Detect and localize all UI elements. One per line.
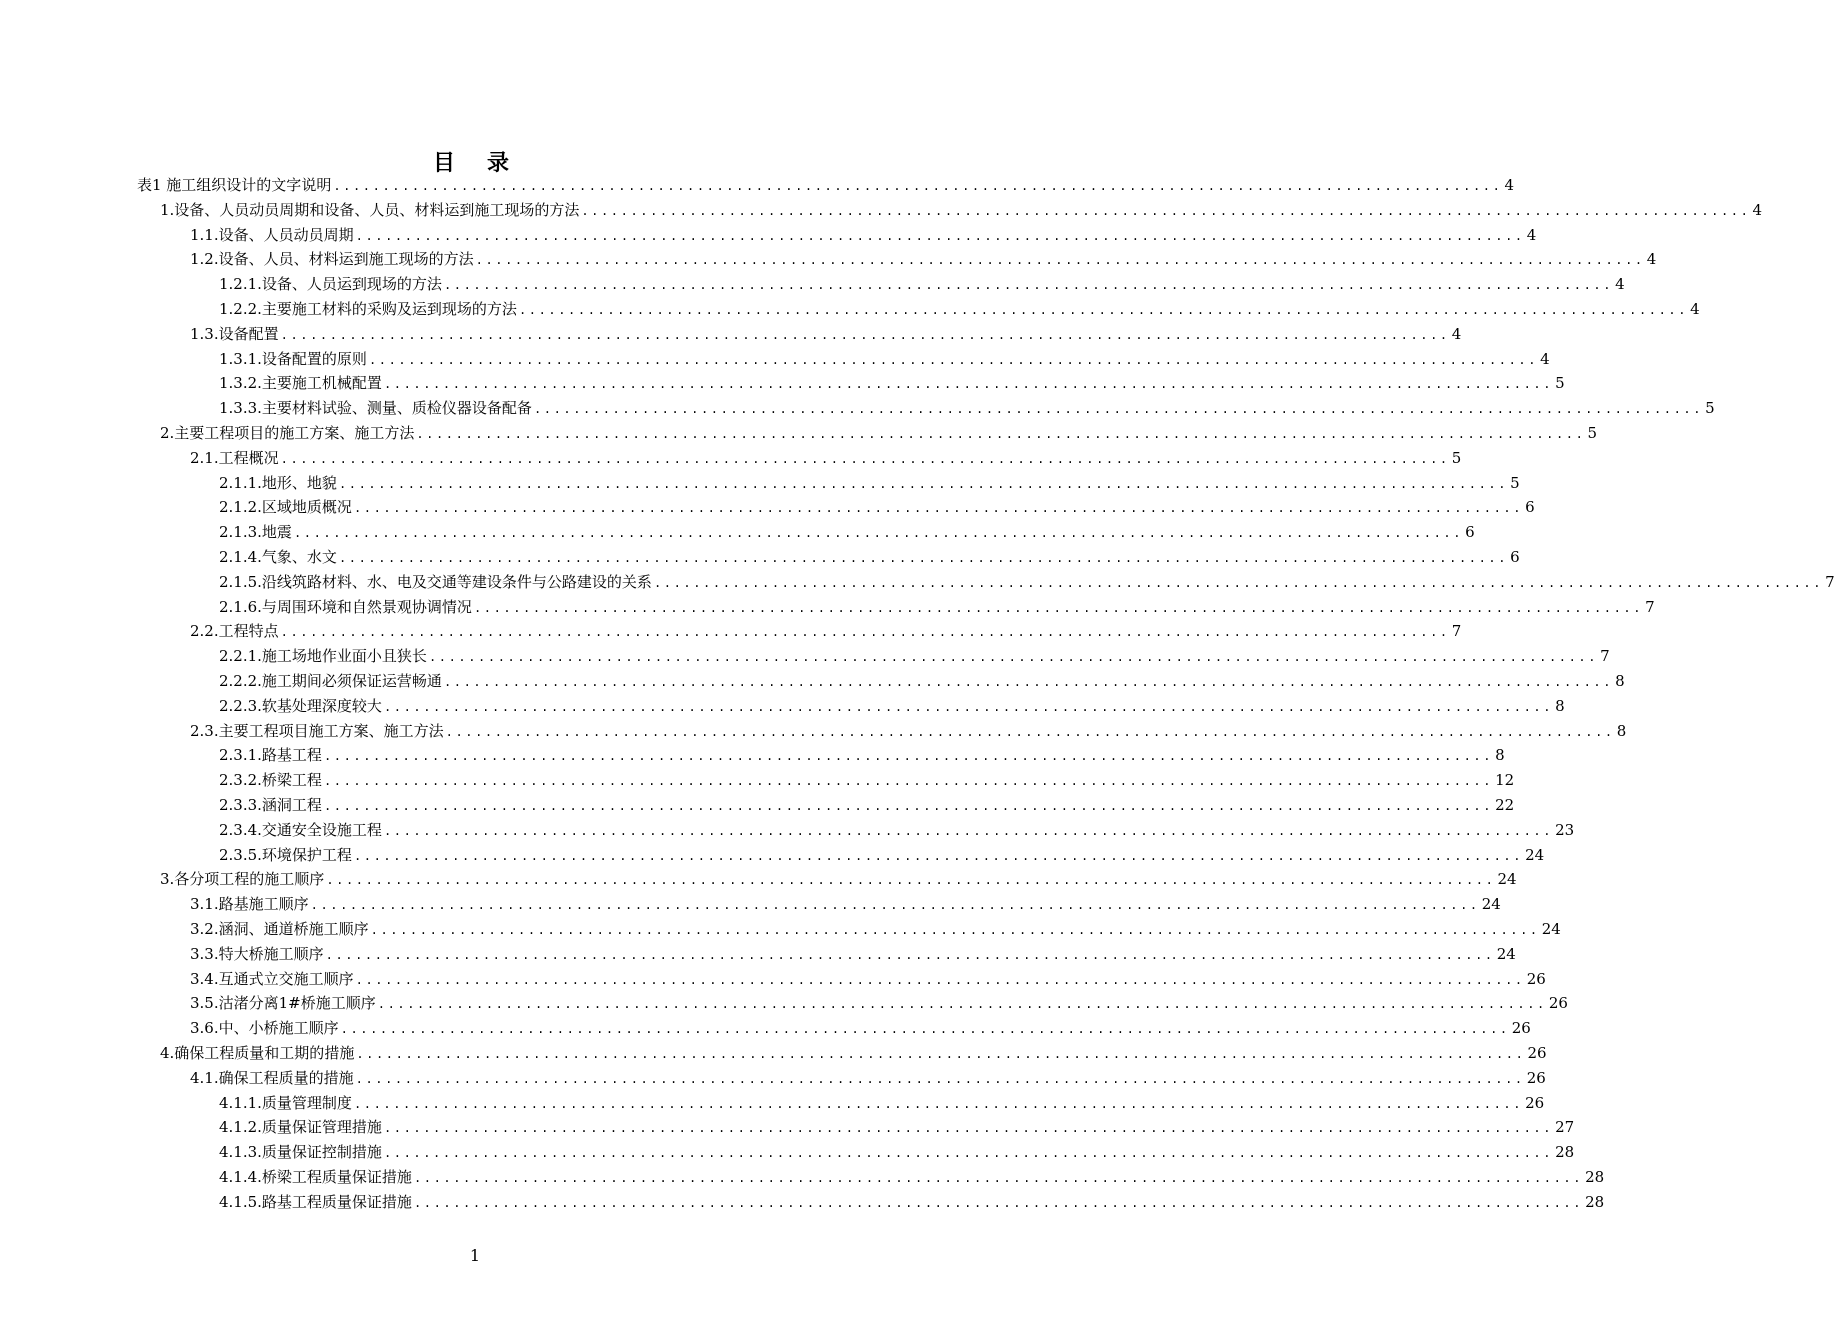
toc-entry-label: 2.3.1.路基工程 — [219, 746, 322, 765]
toc-entry-page: 5 — [1705, 399, 1715, 418]
toc-entry[interactable] — [190, 1065, 1546, 1089]
toc-entry-page: 26 — [1548, 994, 1568, 1013]
toc-entry-label: 1.3.设备配置 — [190, 324, 279, 343]
toc-entry[interactable] — [190, 966, 1546, 990]
toc-entry-label: 4.1.5.路基工程质量保证措施 — [219, 1192, 412, 1211]
toc-dot-leader: ....................................................................................................................... — [340, 1022, 1510, 1037]
toc-entry-page: 4 — [1540, 349, 1550, 368]
toc-dot-leader: ....................................................................................................................... — [383, 1121, 1554, 1136]
toc-entry[interactable] — [190, 222, 1537, 246]
toc-entry-label: 1.3.2.主要施工机械配置 — [219, 374, 382, 393]
toc-entry-page: 24 — [1497, 870, 1517, 889]
toc-dot-leader: ....................................................................................................................... — [653, 575, 1824, 590]
toc-entry[interactable] — [160, 197, 1763, 221]
toc-dot-leader: ....................................................................................................................... — [533, 402, 1704, 417]
toc-entry[interactable] — [219, 470, 1520, 494]
toc-entry-page: 7 — [1645, 597, 1655, 616]
toc-entry[interactable] — [219, 767, 1515, 791]
toc-entry[interactable] — [219, 346, 1550, 370]
toc-entry-page: 27 — [1555, 1118, 1575, 1137]
toc-entry-label: 3.6.中、小桥施工顺序 — [190, 1019, 339, 1038]
toc-dot-leader: ....................................................................................................................... — [325, 947, 1495, 962]
toc-entry-page: 24 — [1496, 944, 1516, 963]
toc-entry[interactable] — [190, 941, 1516, 965]
toc-dot-leader: ....................................................................................................................... — [383, 699, 1554, 714]
toc-dot-leader: ....................................................................................................................... — [310, 898, 1480, 913]
toc-entry-page: 26 — [1525, 1093, 1545, 1112]
toc-entry-label: 3.5.沽渚分离1#桥施工顺序 — [190, 994, 376, 1013]
toc-entry-label: 表1 施工组织设计的文字说明 — [137, 176, 332, 194]
toc-entry-label: 2.3.3.涵洞工程 — [219, 796, 322, 814]
toc-entry[interactable] — [160, 1040, 1547, 1064]
toc-entry-page: 26 — [1527, 1044, 1547, 1062]
toc-entry[interactable] — [219, 1114, 1575, 1138]
toc-dot-leader: ....................................................................................................................... — [581, 203, 1751, 218]
toc-entry-label: 2.1.5.沿线筑路材料、水、电及交通等建设条件与公路建设的关系 — [219, 572, 652, 591]
toc-entry-page: 4 — [1615, 275, 1625, 294]
page-title: 目录 — [432, 151, 541, 176]
toc-dot-leader: ....................................................................................................................... — [353, 848, 1524, 863]
toc-entry-page: 8 — [1616, 721, 1627, 740]
toc-entry[interactable] — [219, 296, 1700, 320]
toc-entry-label: 4.确保工程质量和工期的措施 — [160, 1044, 355, 1062]
toc-entry-page: 8 — [1555, 696, 1565, 715]
toc-dot-leader: ....................................................................................................................... — [353, 501, 1524, 516]
toc-dot-leader: ....................................................................................................................... — [383, 377, 1554, 392]
toc-dot-leader: ....................................................................................................................... — [473, 600, 1644, 615]
toc-entry-page: 28 — [1585, 1168, 1605, 1186]
toc-dot-leader: ....................................................................................................................... — [280, 625, 1450, 640]
toc-entry-page: 28 — [1585, 1192, 1605, 1211]
toc-entry-label: 3.3.特大桥施工顺序 — [190, 944, 324, 963]
toc-entry[interactable] — [219, 842, 1545, 866]
toc-entry-label: 2.1.工程概况 — [190, 448, 279, 467]
toc-dot-leader: ....................................................................................................................... — [323, 749, 1494, 764]
toc-entry-page: 7 — [1451, 622, 1462, 641]
toc-dot-leader: ....................................................................................................................... — [383, 1146, 1554, 1161]
toc-entry-label: 2.主要工程项目的施工方案、施工方法 — [160, 424, 415, 442]
toc-entry-label: 1.3.3.主要材料试验、测量、质检仪器设备配备 — [219, 399, 532, 418]
toc-entry-page: 4 — [1690, 300, 1700, 318]
toc-entry-page: 6 — [1465, 523, 1475, 542]
toc-entry-page: 23 — [1555, 820, 1575, 839]
toc-entry[interactable] — [219, 569, 1835, 593]
toc-entry[interactable] — [219, 1164, 1605, 1188]
toc-entry-page: 26 — [1511, 1019, 1531, 1038]
toc-entry-page: 8 — [1495, 746, 1505, 765]
toc-entry[interactable] — [219, 594, 1655, 618]
toc-entry-label: 1.2.2.主要施工材料的采购及运到现场的方法 — [219, 300, 517, 318]
toc-entry-page: 7 — [1600, 647, 1610, 666]
toc-dot-leader: ....................................................................................................................... — [323, 774, 1494, 789]
toc-dot-leader: ....................................................................................................................... — [338, 476, 1509, 491]
toc-dot-leader: ....................................................................................................................... — [280, 451, 1450, 466]
toc-dot-leader: ....................................................................................................................... — [416, 427, 1586, 441]
toc-entry[interactable] — [219, 1090, 1545, 1114]
toc-dot-leader: ....................................................................................................................... — [323, 799, 1494, 813]
toc-entry-page: 6 — [1525, 498, 1535, 517]
toc-entry-label: 3.1.路基施工顺序 — [190, 895, 309, 914]
toc-entry-page: 5 — [1587, 424, 1598, 442]
toc-entry-label: 4.1.2.质量保证管理措施 — [219, 1118, 382, 1137]
toc-entry-label: 1.2.设备、人员、材料运到施工现场的方法 — [190, 250, 474, 269]
toc-entry[interactable] — [160, 866, 1517, 890]
toc-entry[interactable] — [219, 792, 1515, 816]
toc-entry-page: 4 — [1504, 176, 1515, 194]
toc-dot-leader: ....................................................................................................................... — [355, 972, 1525, 987]
toc-dot-leader: ....................................................................................................................... — [377, 997, 1547, 1012]
toc-entry[interactable] — [190, 1015, 1531, 1039]
toc-dot-leader: ....................................................................................................................... — [518, 303, 1689, 317]
toc-entry-label: 2.2.3.软基处理深度较大 — [219, 696, 382, 715]
toc-entry[interactable] — [219, 519, 1475, 543]
toc-entry-page: 6 — [1510, 548, 1520, 566]
toc-dot-leader: ....................................................................................................................... — [428, 650, 1599, 665]
toc-dot-leader: ....................................................................................................................... — [475, 253, 1645, 268]
toc-dot-leader: ....................................................................................................................... — [443, 675, 1614, 689]
toc-entry[interactable] — [219, 494, 1535, 518]
toc-entry-label: 2.1.1.地形、地貌 — [219, 473, 337, 492]
toc-entry-label: 4.1.4.桥梁工程质量保证措施 — [219, 1168, 412, 1186]
toc-entry-page: 4 — [1646, 250, 1657, 269]
toc-entry[interactable] — [190, 916, 1561, 940]
toc-dot-leader: ....................................................................................................................... — [338, 551, 1509, 565]
page-number: 1 — [469, 1246, 481, 1265]
toc-dot-leader: ....................................................................................................................... — [383, 823, 1554, 838]
toc-dot-leader: ....................................................................................................................... — [293, 526, 1464, 541]
toc-entry[interactable] — [190, 445, 1462, 469]
toc-entry-label: 1.设备、人员动员周期和设备、人员、材料运到施工现场的方法 — [160, 200, 580, 219]
toc-entry[interactable] — [219, 1189, 1605, 1213]
toc-entry-page: 4 — [1526, 225, 1537, 244]
toc-entry-page: 28 — [1555, 1143, 1575, 1162]
toc-entry[interactable] — [219, 693, 1565, 717]
toc-entry[interactable] — [190, 718, 1627, 742]
toc-entry-label: 2.1.2.区域地质概况 — [219, 498, 352, 517]
toc-entry-page: 5 — [1555, 374, 1565, 393]
toc-entry[interactable] — [137, 172, 1515, 196]
toc-entry[interactable] — [219, 370, 1565, 394]
toc-dot-leader: ....................................................................................................................... — [353, 1096, 1524, 1111]
toc-entry-label: 4.1.1.质量管理制度 — [219, 1093, 352, 1112]
toc-entry-label: 2.3.主要工程项目施工方案、施工方法 — [190, 721, 444, 740]
toc-entry-page: 7 — [1825, 572, 1835, 591]
toc-entry-page: 26 — [1526, 969, 1546, 988]
toc-entry-page: 4 — [1752, 200, 1763, 219]
toc-dot-leader: ....................................................................................................................... — [280, 327, 1450, 342]
toc-entry-label: 2.3.2.桥梁工程 — [219, 771, 322, 790]
toc-entry-page: 24 — [1541, 920, 1561, 938]
toc-entry[interactable] — [219, 271, 1625, 295]
toc-entry-label: 2.3.5.环境保护工程 — [219, 845, 352, 864]
toc-entry-label: 2.2.1.施工场地作业面小且狭长 — [219, 647, 427, 666]
toc-dot-leader: ....................................................................................................................... — [333, 179, 1503, 193]
toc-dot-leader: ....................................................................................................................... — [355, 1071, 1525, 1086]
toc-dot-leader: ....................................................................................................................... — [445, 724, 1615, 739]
toc-entry-label: 1.3.1.设备配置的原则 — [219, 349, 367, 368]
toc-entry-page: 5 — [1510, 473, 1520, 492]
toc-entry[interactable] — [219, 395, 1715, 419]
toc-entry-label: 2.3.4.交通安全设施工程 — [219, 820, 382, 839]
toc-entry-page: 24 — [1481, 895, 1501, 914]
toc-entry-label: 2.2.2.施工期间必须保证运营畅通 — [219, 672, 442, 690]
toc-entry[interactable] — [219, 668, 1625, 692]
toc-entry[interactable] — [219, 742, 1505, 766]
toc-entry[interactable] — [190, 246, 1657, 270]
toc-dot-leader: ....................................................................................................................... — [443, 278, 1614, 293]
toc-entry-page: 22 — [1495, 796, 1515, 814]
toc-entry-label: 2.1.6.与周围环境和自然景观协调情况 — [219, 597, 472, 616]
toc-dot-leader: ....................................................................................................................... — [413, 1195, 1584, 1210]
toc-entry-page: 12 — [1495, 771, 1515, 790]
toc-entry-label: 3.4.互通式立交施工顺序 — [190, 969, 354, 988]
toc-entry-page: 24 — [1525, 845, 1545, 864]
toc-entry-page: 4 — [1451, 324, 1462, 343]
toc-entry-page: 5 — [1451, 448, 1462, 467]
toc-entry-label: 4.1.确保工程质量的措施 — [190, 1068, 354, 1087]
toc-entry-label: 1.2.1.设备、人员运到现场的方法 — [219, 275, 442, 294]
toc-entry-page: 26 — [1526, 1068, 1546, 1087]
toc-dot-leader: ....................................................................................................................... — [355, 228, 1525, 243]
toc-entry[interactable] — [190, 618, 1462, 642]
toc-entry[interactable] — [160, 420, 1598, 444]
toc-entry[interactable] — [190, 990, 1568, 1014]
toc-entry-label: 2.1.4.气象、水文 — [219, 548, 337, 566]
toc-dot-leader: ....................................................................................................................... — [356, 1047, 1526, 1061]
toc-dot-leader: ....................................................................................................................... — [326, 873, 1496, 888]
toc-entry-label: 2.1.3.地震 — [219, 523, 292, 542]
toc-dot-leader: ....................................................................................................................... — [370, 923, 1540, 937]
toc-entry[interactable] — [219, 817, 1575, 841]
toc-entry-label: 2.2.工程特点 — [190, 622, 279, 641]
toc-dot-leader: ....................................................................................................................... — [368, 352, 1539, 367]
toc-dot-leader: ....................................................................................................................... — [413, 1171, 1584, 1185]
toc-entry-label: 4.1.3.质量保证控制措施 — [219, 1143, 382, 1162]
toc-entry-page: 8 — [1615, 672, 1625, 690]
toc-entry[interactable] — [219, 643, 1610, 667]
toc-entry[interactable] — [219, 1139, 1575, 1163]
toc-entry[interactable] — [190, 321, 1462, 345]
toc-entry-label: 3.2.涵洞、通道桥施工顺序 — [190, 920, 369, 938]
toc-entry-label: 1.1.设备、人员动员周期 — [190, 225, 354, 244]
toc-entry-label: 3.各分项工程的施工顺序 — [160, 870, 325, 889]
toc-entry[interactable] — [190, 891, 1501, 915]
toc-entry[interactable] — [219, 544, 1520, 568]
